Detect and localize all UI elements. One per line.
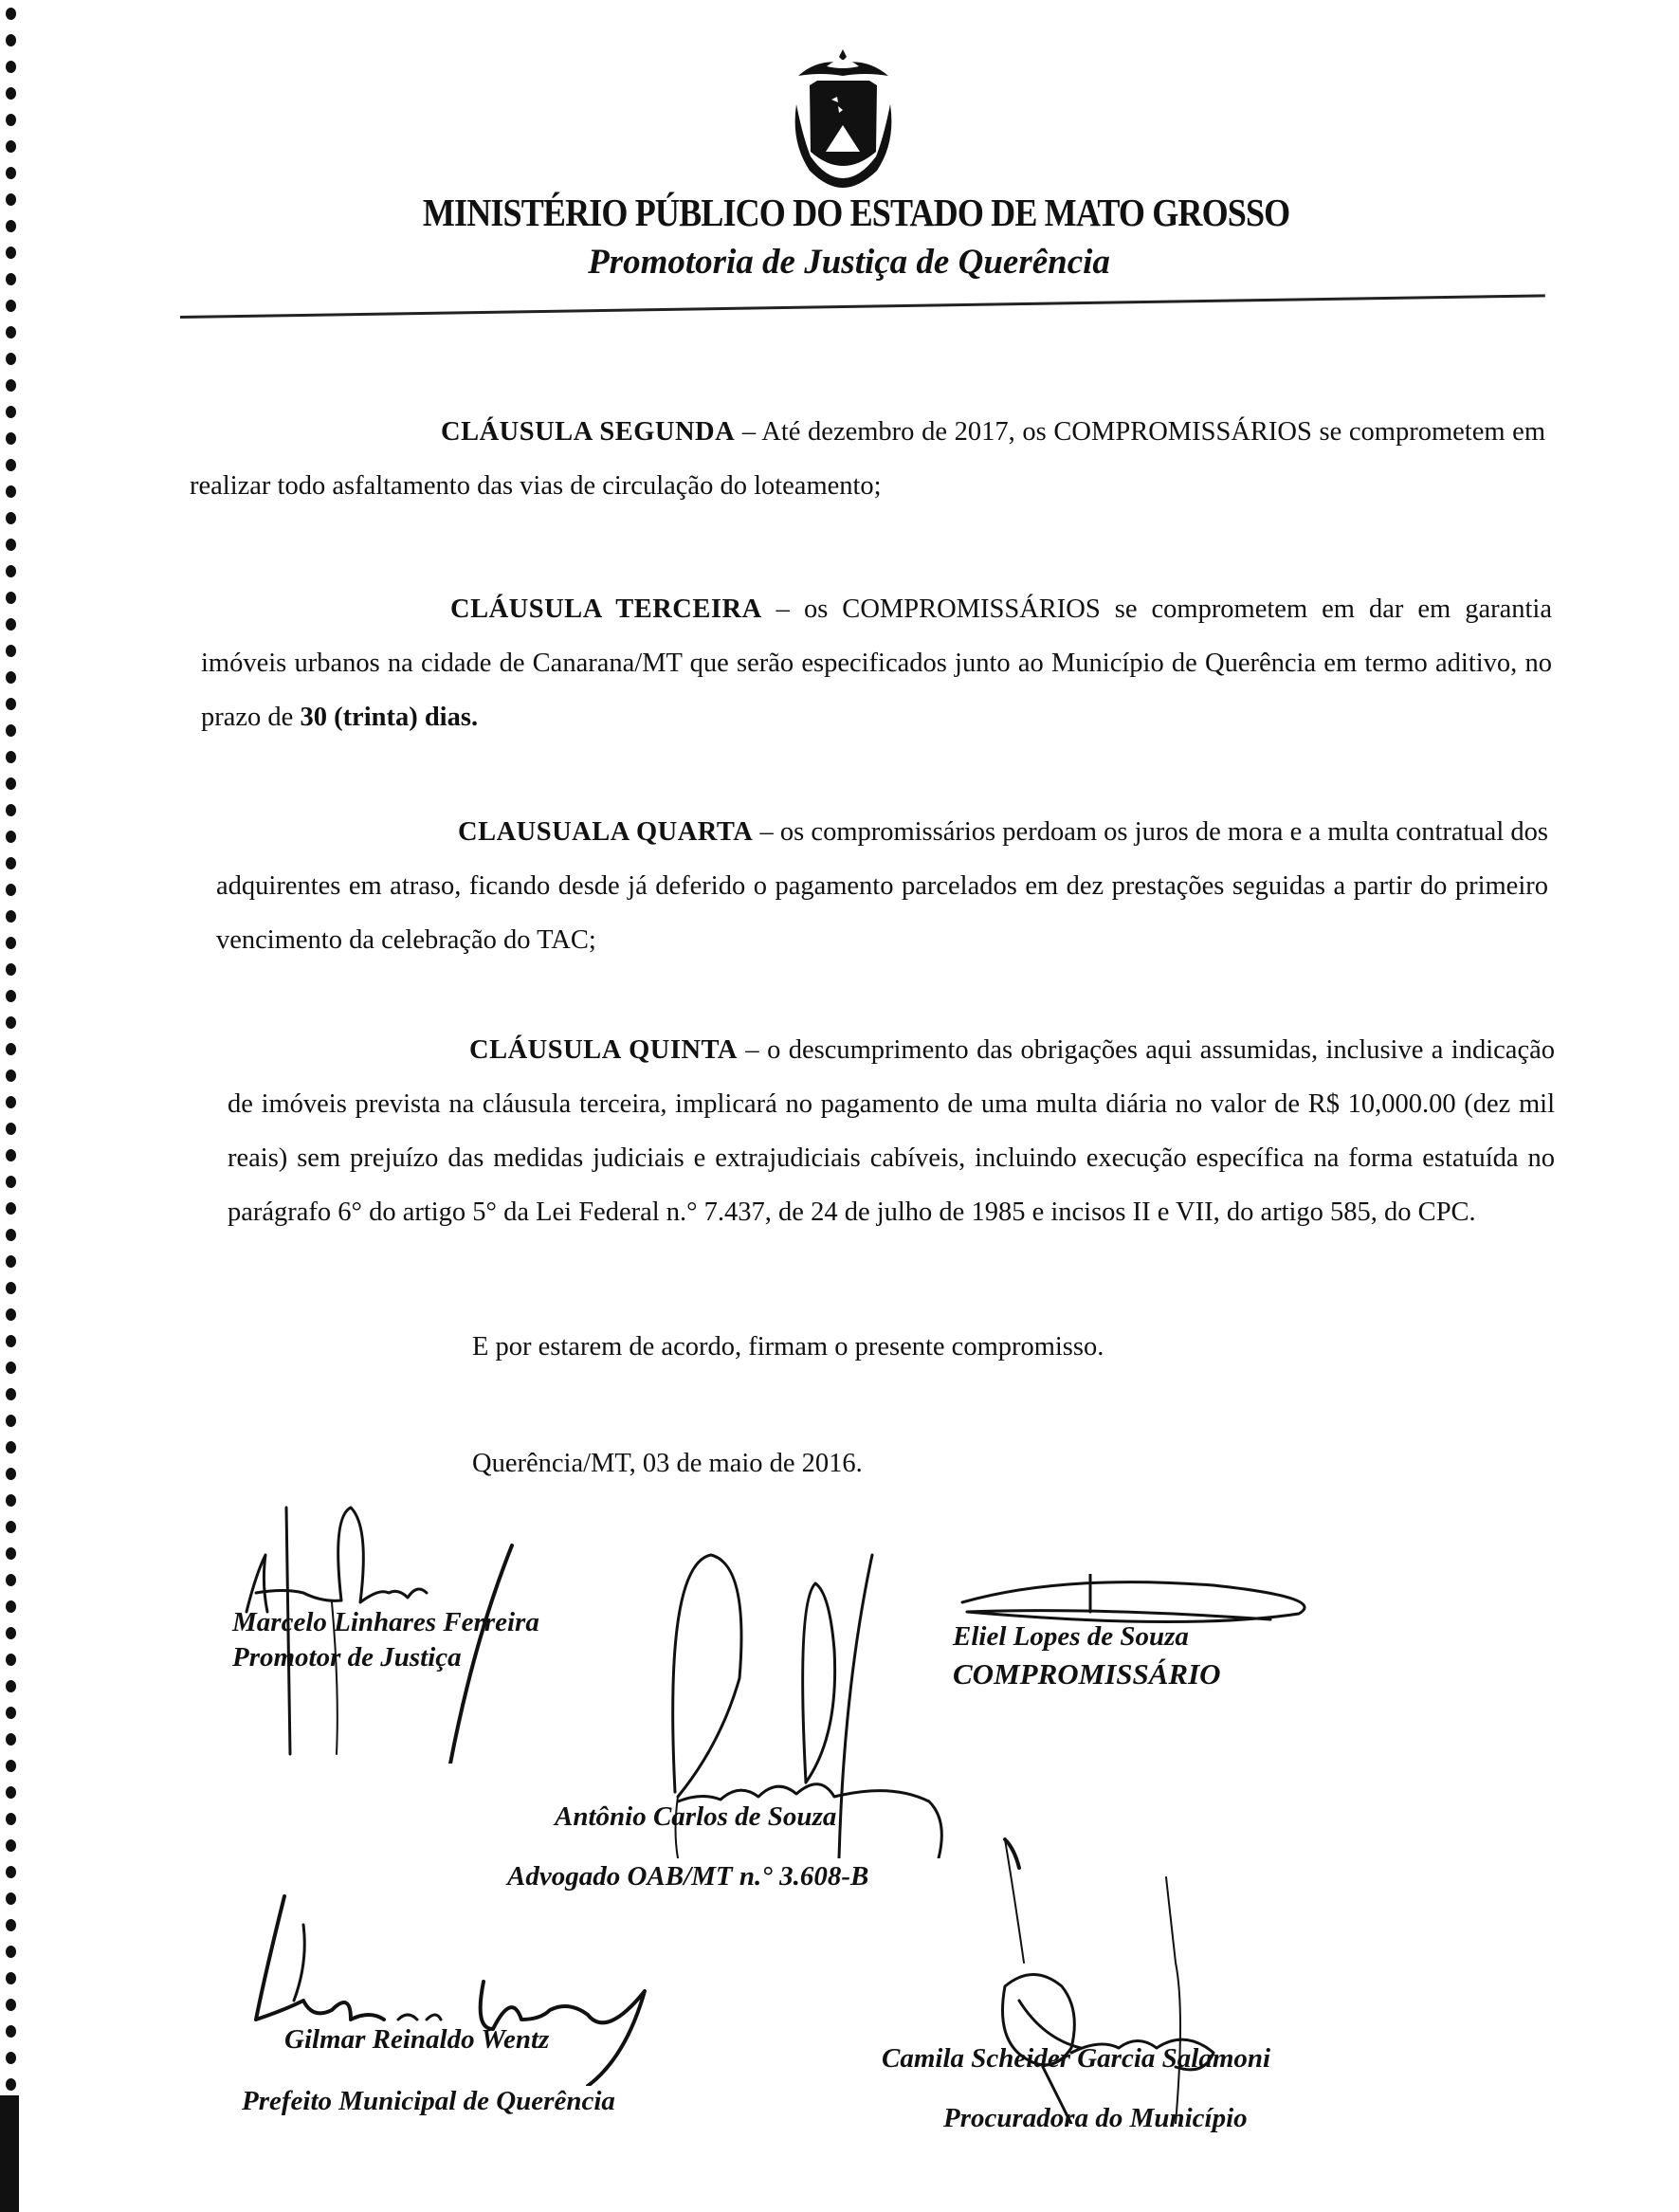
binder-hole — [6, 724, 16, 737]
signatory-role: Advogado OAB/MT n.° 3.608-B — [507, 1861, 869, 1892]
signatory-name: Marcelo Linhares Ferreira — [232, 1607, 539, 1637]
clause-quinta — [228, 1023, 1555, 1239]
binder-hole — [6, 8, 16, 20]
binder-hole — [6, 1733, 16, 1746]
binder-hole — [6, 751, 16, 763]
header-divider — [180, 294, 1545, 319]
binder-hole — [6, 1255, 16, 1268]
binder-hole — [6, 1282, 16, 1294]
binder-hole — [6, 1202, 16, 1215]
signatory-name: Gilmar Reinaldo Wentz — [284, 2024, 550, 2055]
clause-text: – Até dezembro de 2017, os COMPROMISSÁRIOS se comprometem em realizar todo asfaltamento das vias de circulação do loteamento; — [190, 416, 1545, 501]
binder-hole — [6, 1707, 16, 1719]
binder-holes — [6, 0, 19, 2212]
office-subtitle: Promotoria de Justiça de Querência — [588, 243, 1110, 282]
binder-hole — [6, 485, 16, 498]
binder-hole — [6, 2078, 16, 2091]
binder-hole — [6, 1547, 16, 1560]
closing-statement: E por estarem de acordo, firmam o presente compromisso. — [472, 1332, 1104, 1362]
binder-hole — [6, 459, 16, 471]
clause-title: CLAUSUALA QUARTA — [458, 816, 754, 847]
binder-hole — [6, 1919, 16, 1931]
binder-hole — [6, 1600, 16, 1613]
binder-hole — [6, 512, 16, 524]
binder-hole — [6, 432, 16, 445]
binder-hole — [6, 2025, 16, 2038]
coat-of-arms-icon — [789, 47, 898, 190]
organization-title: MINISTÉRIO PÚBLICO DO ESTADO DE MATO GROSSO — [422, 191, 1290, 234]
binder-hole — [6, 1972, 16, 1984]
clause-title: CLÁUSULA SEGUNDA — [441, 416, 736, 447]
binder-hole — [6, 804, 16, 816]
binder-hole — [6, 1468, 16, 1480]
binder-hole — [6, 1441, 16, 1453]
binder-hole — [6, 618, 16, 631]
binder-hole — [6, 1654, 16, 1666]
binder-hole — [6, 884, 16, 896]
clause-segunda — [190, 405, 1545, 513]
binder-hole — [6, 990, 16, 1002]
place-and-date: Querência/MT, 03 de maio de 2016. — [472, 1449, 863, 1478]
clause-quarta — [216, 805, 1548, 967]
binder-hole — [6, 1866, 16, 1878]
binder-hole — [6, 1388, 16, 1400]
binder-hole — [6, 698, 16, 710]
binder-hole — [6, 1362, 16, 1374]
binder-hole — [6, 220, 16, 232]
binder-hole — [6, 1069, 16, 1082]
binder-hole — [6, 1999, 16, 2011]
binder-hole — [6, 1043, 16, 1055]
binder-hole — [6, 1308, 16, 1321]
clause-deadline: 30 (trinta) dias. — [300, 702, 479, 732]
binder-hole — [6, 1786, 16, 1799]
binder-hole — [6, 87, 16, 100]
binder-hole — [6, 1574, 16, 1586]
binder-hole — [6, 592, 16, 604]
binder-hole — [6, 353, 16, 365]
binder-hole — [6, 910, 16, 923]
binder-hole — [6, 645, 16, 657]
clause-terceira — [201, 582, 1552, 744]
binder-hole — [6, 1627, 16, 1639]
binder-hole — [6, 379, 16, 392]
binder-hole — [6, 1813, 16, 1825]
binder-hole — [6, 406, 16, 418]
signatory-name: Eliel Lopes de Souza — [953, 1621, 1189, 1652]
binder-hole — [6, 1096, 16, 1108]
binder-hole — [6, 857, 16, 869]
signature-camila — [986, 1820, 1251, 2124]
binder-hole — [6, 565, 16, 577]
signatory-role: Procuradora do Município — [943, 2103, 1248, 2133]
binder-hole — [6, 1946, 16, 1958]
binder-hole — [6, 1839, 16, 1852]
clause-text: – os COMPROMISSÁRIOS se comprometem em dar em garantia imóveis urbanos na cidade de Canarana/MT que serão especificados junto ao Município de Querência em termo aditivo, no prazo de — [201, 594, 1552, 732]
signatory-name: Antônio Carlos de Souza — [555, 1801, 837, 1832]
binder-hole — [6, 114, 16, 126]
binder-hole — [6, 1494, 16, 1507]
clause-text: – o descumprimento das obrigações aqui assumidas, inclusive a indicação de imóveis prevista na cláusula terceira, implicará no pagamento de uma multa diária no valor de R$ 10,000.00 (dez mil reais) sem prejuízo das medidas judiciais e extrajudiciais cabíveis, incluindo execução específica na forma estatuída no parágrafo 6° do artigo 5° da Lei Federal n.° 7.437, de 24 de julho de 1985 e incisos II e VII, do artigo 585, do CPC. — [228, 1034, 1555, 1227]
binder-hole — [6, 937, 16, 949]
signatory-role: Promotor de Justiça — [232, 1642, 462, 1673]
binder-hole — [6, 671, 16, 684]
binder-hole — [6, 34, 16, 46]
clause-title: CLÁUSULA QUINTA — [469, 1034, 739, 1065]
binder-hole — [6, 326, 16, 338]
binder-hole — [6, 140, 16, 153]
binder-hole — [6, 1176, 16, 1188]
binder-hole — [6, 1415, 16, 1427]
signatory-role: COMPROMISSÁRIO — [953, 1657, 1221, 1691]
binder-hole — [6, 61, 16, 73]
binder-hole — [6, 167, 16, 179]
binder-hole — [6, 539, 16, 551]
binder-hole — [6, 1335, 16, 1347]
binder-hole — [6, 1892, 16, 1905]
binder-hole — [6, 193, 16, 206]
binder-hole — [6, 1521, 16, 1533]
binder-hole — [6, 1149, 16, 1161]
binder-hole — [6, 300, 16, 312]
binder-hole — [6, 1016, 16, 1029]
binder-hole — [6, 831, 16, 843]
binder-hole — [6, 1229, 16, 1241]
clause-text: – os compromissários perdoam os juros de mora e a multa contratual dos adquirentes em atraso, ficando desde já deferido o pagamento parcelados em dez prestações seguidas a partir do primeiro vencimento da celebração do TAC; — [216, 816, 1548, 955]
binder-hole — [6, 1123, 16, 1135]
binder-hole — [6, 2052, 16, 2064]
clause-title: CLÁUSULA TERCEIRA — [450, 594, 762, 624]
binder-hole — [6, 1760, 16, 1772]
signatory-name: Camila Scheider Garcia Salamoni — [882, 2043, 1271, 2074]
binder-hole — [6, 963, 16, 976]
binder-hole — [6, 1680, 16, 1692]
signatory-role: Prefeito Municipal de Querência — [242, 2086, 615, 2116]
scan-edge-shadow — [0, 2095, 19, 2212]
binder-hole — [6, 777, 16, 790]
